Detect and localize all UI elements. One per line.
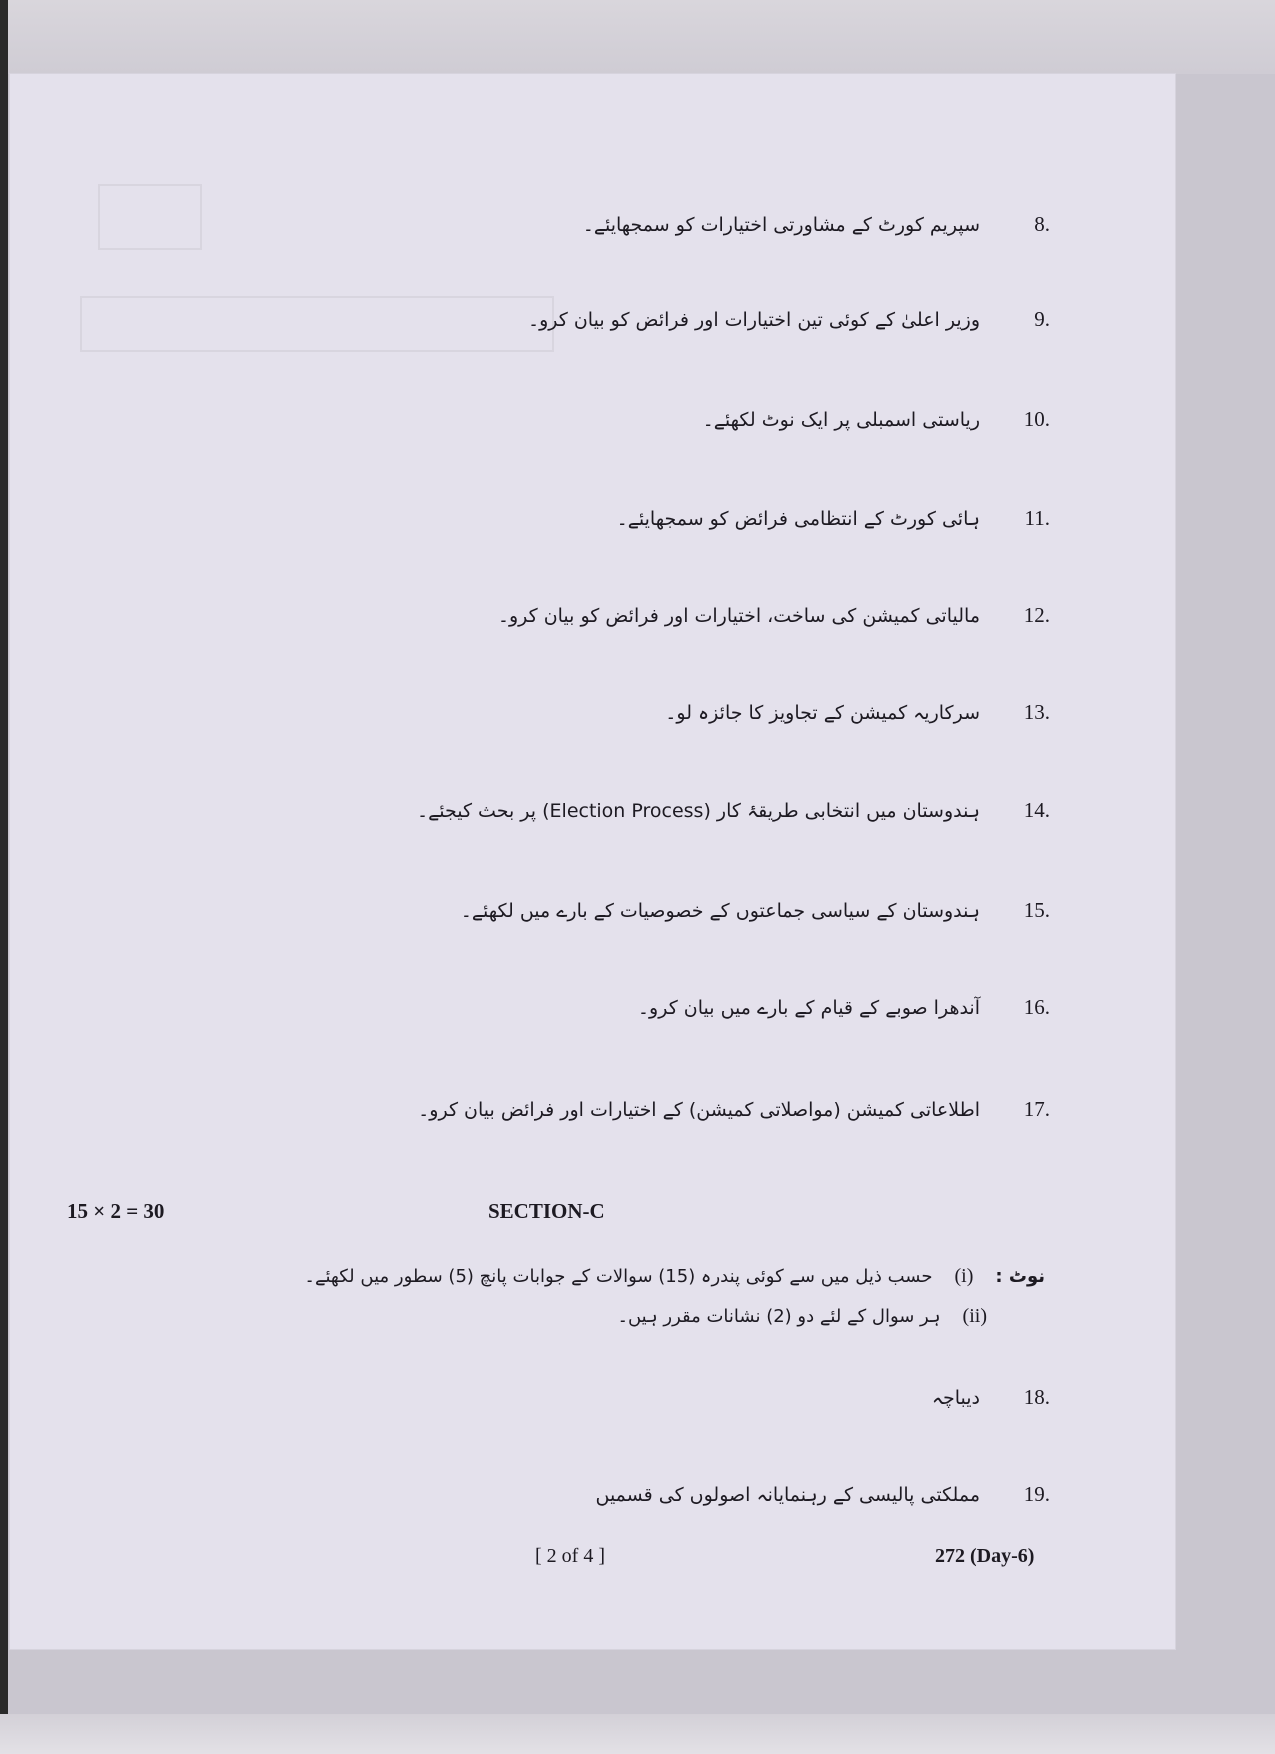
question-19 xyxy=(595,1482,1050,1507)
question-text: ہندوستان کے سیاسی جماعتوں کے خصوصیات کے بارے میں لکھئے۔ xyxy=(460,900,980,922)
question-8 xyxy=(583,212,1050,237)
question-number: .11 xyxy=(1024,506,1050,530)
bleed-through-box xyxy=(98,184,202,250)
question-text: ہائی کورٹ کے انتظامی فرائض کو سمجھایئے۔ xyxy=(616,508,980,530)
question-text: وزیر اعلیٰ کے کوئی تین اختیارات اور فرائض کو بیان کرو۔ xyxy=(527,309,980,331)
question-number: .16 xyxy=(1023,995,1050,1019)
question-text: ریاستی اسمبلی پر ایک نوٹ لکھئے۔ xyxy=(702,409,980,431)
question-text: ہندوستان میں انتخابی طریقۂ کار (Election Process) پر بحث کیجئے۔ xyxy=(416,800,980,822)
question-number: .13 xyxy=(1023,700,1050,724)
question-number: .9 xyxy=(1034,307,1050,331)
question-15 xyxy=(461,898,1050,923)
note-item-text: حسب ذیل میں سے کوئی پندرہ (15) سوالات کے جوابات پانچ (5) سطور میں لکھئے۔ xyxy=(304,1266,933,1287)
bleed-through-box xyxy=(80,296,554,352)
question-text: مالیاتی کمیشن کی ساخت، اختیارات اور فرائض کو بیان کرو۔ xyxy=(497,605,980,627)
question-17 xyxy=(418,1097,1050,1122)
paper-code: 272 (Day-6) xyxy=(935,1545,1035,1567)
section-title: SECTION-C xyxy=(488,1199,605,1223)
question-number: .17 xyxy=(1023,1097,1050,1121)
question-number: .10 xyxy=(1023,407,1050,431)
question-10 xyxy=(703,407,1050,432)
page-indicator: [ 2 of 4 ] xyxy=(535,1545,605,1567)
question-text: مملکتی پالیسی کے رہنمایانہ اصولوں کی قسمیں xyxy=(595,1484,980,1506)
scan-top-edge xyxy=(0,0,1275,74)
question-text: سپریم کورٹ کے مشاورتی اختیارات کو سمجھایئے۔ xyxy=(582,214,980,236)
note-item-text: ہر سوال کے لئے دو (2) نشانات مقرر ہیں۔ xyxy=(617,1306,941,1327)
question-18 xyxy=(932,1385,1050,1410)
question-number: .14 xyxy=(1023,798,1050,822)
question-14 xyxy=(417,798,1050,823)
question-12 xyxy=(498,603,1050,628)
question-11 xyxy=(617,506,1050,531)
question-text: اطلاعاتی کمیشن (مواصلاتی کمیشن) کے اختیارات اور فرائض بیان کرو۔ xyxy=(418,1099,980,1121)
question-13 xyxy=(665,700,1050,725)
question-number: .8 xyxy=(1034,212,1050,236)
question-number: .15 xyxy=(1023,898,1050,922)
instructions-note xyxy=(304,1265,1045,1345)
question-text: دیباچہ xyxy=(931,1387,980,1409)
question-text: آندھرا صوبے کے قیام کے بارے میں بیان کرو۔ xyxy=(637,997,980,1019)
note-item-marker: (i) xyxy=(954,1265,974,1287)
note-item-marker: (ii) xyxy=(962,1305,987,1327)
scan-bottom-edge xyxy=(0,1714,1275,1754)
note-line-2 xyxy=(304,1305,1045,1345)
question-9 xyxy=(528,307,1050,332)
note-line-1 xyxy=(304,1265,1045,1305)
question-text: سرکاریہ کمیشن کے تجاویز کا جائزہ لو۔ xyxy=(665,702,980,724)
note-label: نوٹ : xyxy=(995,1266,1045,1287)
question-16 xyxy=(638,995,1050,1020)
question-number: .12 xyxy=(1023,603,1050,627)
question-number: .19 xyxy=(1023,1482,1050,1506)
section-marks: 15 × 2 = 30 xyxy=(67,1199,165,1223)
question-number: .18 xyxy=(1023,1385,1050,1409)
scan-left-edge xyxy=(0,0,8,1754)
